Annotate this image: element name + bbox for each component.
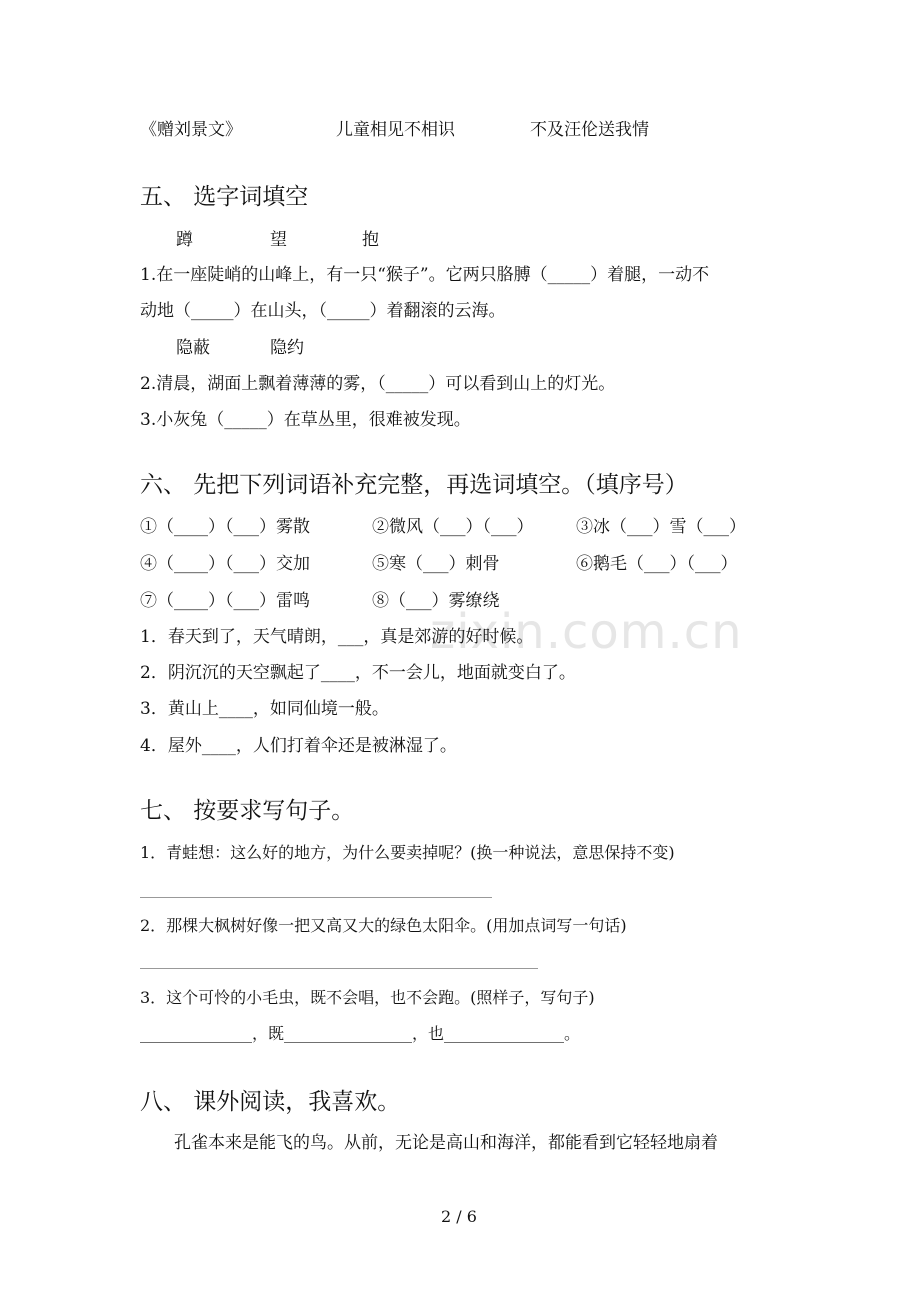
word-option: 望 bbox=[270, 230, 287, 250]
poem-title: 《赠刘景文》 bbox=[140, 120, 242, 140]
answer-line bbox=[140, 968, 538, 969]
question-text: 1．春天到了，天气晴朗，___，真是郊游的好时候。 bbox=[140, 627, 534, 647]
section-5-title: 五、 选字词填空 bbox=[140, 184, 309, 210]
question-text: 2．那棵大枫树好像一把又高又大的绿色太阳伞。(用加点词写一句话) bbox=[140, 916, 627, 935]
idiom-item: ⑤寒（___）刺骨 bbox=[372, 554, 500, 574]
question-text: 3．这个可怜的小毛虫，既不会唱，也不会跑。(照样子，写句子) bbox=[140, 988, 595, 1007]
section-6-title: 六、 先把下列词语补充完整，再选词填空。（填序号） bbox=[140, 472, 688, 498]
section-8-title: 八、 课外阅读，我喜欢。 bbox=[140, 1089, 401, 1115]
watermark: zixin.com.cn bbox=[430, 604, 743, 660]
question-text: 2.清晨，湖面上飘着薄薄的雾，（_____）可以看到山上的灯光。 bbox=[140, 374, 616, 394]
word-option: 隐蔽 bbox=[176, 338, 210, 358]
idiom-item: ④（____）（___）交加 bbox=[140, 554, 310, 574]
reading-paragraph: 孔雀本来是能飞的鸟。从前，无论是高山和海洋，都能看到它轻轻地扇着 bbox=[174, 1133, 718, 1153]
section-7-title: 七、 按要求写句子。 bbox=[140, 798, 355, 824]
word-option: 蹲 bbox=[176, 230, 193, 250]
idiom-item: ⑦（____）（___）雷鸣 bbox=[140, 591, 310, 611]
question-text: 3．黄山上____，如同仙境一般。 bbox=[140, 699, 389, 719]
idiom-item: ③冰（___）雪（___） bbox=[576, 517, 746, 537]
word-option: 抱 bbox=[362, 230, 379, 250]
idiom-item: ⑧（___）雾缭绕 bbox=[372, 591, 500, 611]
idiom-item: ②微风（___）（___） bbox=[372, 517, 534, 537]
poem-line-1: 儿童相见不相识 bbox=[336, 120, 455, 140]
question-text: 1．青蛙想：这么好的地方，为什么要卖掉呢？(换一种说法，意思保持不变) bbox=[140, 843, 675, 862]
question-text: 3.小灰兔（_____）在草丛里，很难被发现。 bbox=[140, 410, 471, 430]
idiom-item: ⑥鹅毛（___）（___） bbox=[576, 554, 738, 574]
question-text: 动地（_____）在山头，（_____）着翻滚的云海。 bbox=[140, 301, 506, 321]
answer-line bbox=[140, 897, 492, 898]
word-option: 隐约 bbox=[270, 338, 304, 358]
question-text: 4．屋外____，人们打着伞还是被淋湿了。 bbox=[140, 736, 457, 756]
fill-sentence: ______________，既________________，也_______________。 bbox=[140, 1024, 581, 1043]
idiom-item: ①（____）（___）雾散 bbox=[140, 517, 310, 537]
question-text: 2．阴沉沉的天空飘起了____，不一会儿，地面就变白了。 bbox=[140, 663, 576, 683]
poem-line-2: 不及汪伦送我情 bbox=[530, 120, 649, 140]
question-text: 1.在一座陡峭的山峰上，有一只“猴子”。它两只胳膊（_____）着腿，一动不 bbox=[140, 265, 710, 285]
page-number: 2 / 6 bbox=[441, 1207, 477, 1226]
